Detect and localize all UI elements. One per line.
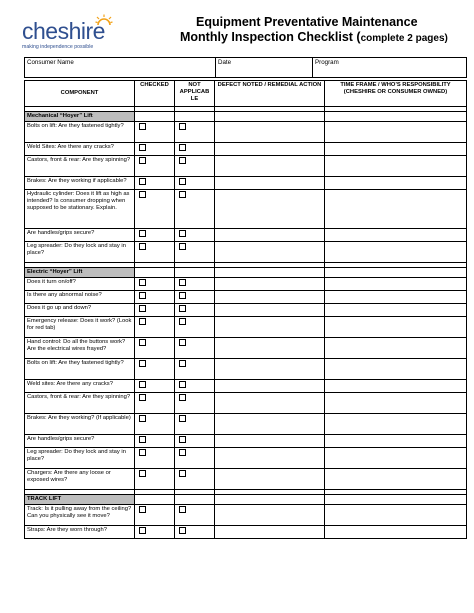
component-text: Castors, front & rear: Are they spinning? (25, 393, 135, 414)
not-applicable-checkbox[interactable] (179, 381, 186, 388)
component-text: Castors, front & rear: Are they spinning? (25, 156, 135, 177)
date-field[interactable] (216, 58, 313, 78)
not-applicable-checkbox[interactable] (179, 292, 186, 299)
component-text: Weld sites: Are there any cracks? (25, 380, 135, 393)
section-blank-cell (325, 495, 467, 505)
not-applicable-checkbox[interactable] (179, 318, 186, 325)
time-frame-cell[interactable] (325, 435, 467, 448)
checklist-row (25, 229, 467, 242)
component-text: Brakes: Are they working if applicable? (25, 177, 135, 190)
time-frame-cell[interactable] (325, 359, 467, 380)
checklist-row (25, 414, 467, 435)
checked-checkbox[interactable] (139, 527, 146, 534)
checked-cell (135, 448, 175, 469)
not-applicable-cell (175, 304, 215, 317)
not-applicable-checkbox[interactable] (179, 157, 186, 164)
not-applicable-checkbox[interactable] (179, 230, 186, 237)
defect-noted-cell[interactable] (215, 304, 325, 317)
section-blank-cell (175, 495, 215, 505)
defect-noted-cell[interactable] (215, 505, 325, 526)
section-title: TRACK LIFT (25, 495, 135, 505)
checked-checkbox[interactable] (139, 230, 146, 237)
checked-checkbox[interactable] (139, 360, 146, 367)
component-text: Brakes: Are they working? (If applicable) (25, 414, 135, 435)
section-blank-cell (215, 112, 325, 122)
checklist-row (25, 190, 467, 229)
date-label: Date (218, 59, 232, 66)
checked-checkbox[interactable] (139, 157, 146, 164)
defect-noted-cell[interactable] (215, 380, 325, 393)
logo-wordmark: cheshire (22, 18, 105, 44)
section-row (25, 495, 467, 505)
checked-cell (135, 177, 175, 190)
not-applicable-checkbox[interactable] (179, 470, 186, 477)
defect-noted-cell[interactable] (215, 317, 325, 338)
subtitle-note: complete 2 pages) (360, 33, 448, 44)
not-applicable-cell (175, 229, 215, 242)
checklist-row (25, 338, 467, 359)
checked-cell (135, 229, 175, 242)
checked-checkbox[interactable] (139, 415, 146, 422)
page-subtitle (180, 30, 448, 44)
time-frame-cell[interactable] (325, 505, 467, 526)
not-applicable-checkbox[interactable] (179, 191, 186, 198)
not-applicable-checkbox[interactable] (179, 415, 186, 422)
section-blank-cell (135, 495, 175, 505)
checked-checkbox[interactable] (139, 191, 146, 198)
defect-noted-cell[interactable] (215, 177, 325, 190)
checklist-row (25, 505, 467, 526)
checked-checkbox[interactable] (139, 144, 146, 151)
not-applicable-checkbox[interactable] (179, 339, 186, 346)
time-frame-cell[interactable] (325, 156, 467, 177)
component-text: Is there any abnormal noise? (25, 291, 135, 304)
time-frame-cell[interactable] (325, 526, 467, 539)
checked-checkbox[interactable] (139, 470, 146, 477)
not-applicable-cell (175, 380, 215, 393)
not-applicable-cell (175, 291, 215, 304)
checked-cell (135, 414, 175, 435)
component-text: Are handles/grips secure? (25, 229, 135, 242)
time-frame-cell[interactable] (325, 414, 467, 435)
section-blank-cell (175, 112, 215, 122)
checked-checkbox[interactable] (139, 123, 146, 130)
time-frame-cell[interactable] (325, 143, 467, 156)
not-applicable-checkbox[interactable] (179, 305, 186, 312)
checklist-row (25, 278, 467, 291)
component-text: Chargers: Are there any loose or exposed wires? (25, 469, 135, 490)
checklist-row (25, 526, 467, 539)
not-applicable-cell (175, 338, 215, 359)
not-applicable-checkbox[interactable] (179, 436, 186, 443)
page-title: Equipment Preventative Maintenance (196, 15, 418, 29)
checklist-row (25, 304, 467, 317)
not-applicable-checkbox[interactable] (179, 243, 186, 250)
time-frame-cell[interactable] (325, 278, 467, 291)
defect-noted-cell[interactable] (215, 143, 325, 156)
checked-checkbox[interactable] (139, 339, 146, 346)
component-text: Hand control: Do all the buttons work? Are the electrical wires frayed? (25, 338, 135, 359)
not-applicable-cell (175, 393, 215, 414)
section-blank-cell (135, 112, 175, 122)
checklist-row (25, 359, 467, 380)
not-applicable-cell (175, 177, 215, 190)
checked-cell (135, 278, 175, 291)
logo-tagline: making independence possible (22, 44, 94, 50)
not-applicable-cell (175, 414, 215, 435)
section-blank-cell (325, 268, 467, 278)
defect-noted-cell[interactable] (215, 338, 325, 359)
time-frame-cell[interactable] (325, 291, 467, 304)
time-frame-cell[interactable] (325, 304, 467, 317)
header-not-applicable: NOT APPLICAB LE (175, 81, 215, 107)
defect-noted-cell[interactable] (215, 469, 325, 490)
checked-checkbox[interactable] (139, 305, 146, 312)
not-applicable-cell (175, 156, 215, 177)
checked-cell (135, 143, 175, 156)
checklist-body (25, 107, 467, 539)
checked-checkbox[interactable] (139, 394, 146, 401)
checked-cell (135, 317, 175, 338)
defect-noted-cell[interactable] (215, 435, 325, 448)
defect-noted-cell[interactable] (215, 156, 325, 177)
section-row (25, 268, 467, 278)
not-applicable-cell (175, 143, 215, 156)
not-applicable-checkbox[interactable] (179, 394, 186, 401)
not-applicable-cell (175, 448, 215, 469)
checked-checkbox[interactable] (139, 243, 146, 250)
checked-cell (135, 122, 175, 143)
defect-noted-cell[interactable] (215, 278, 325, 291)
not-applicable-checkbox[interactable] (179, 360, 186, 367)
defect-noted-cell[interactable] (215, 393, 325, 414)
time-frame-cell[interactable] (325, 338, 467, 359)
time-frame-cell[interactable] (325, 242, 467, 263)
defect-noted-cell[interactable] (215, 291, 325, 304)
checklist-row (25, 242, 467, 263)
checklist-row (25, 380, 467, 393)
time-frame-cell[interactable] (325, 469, 467, 490)
not-applicable-cell (175, 359, 215, 380)
not-applicable-checkbox[interactable] (179, 123, 186, 130)
section-blank-cell (135, 268, 175, 278)
time-frame-cell[interactable] (325, 317, 467, 338)
not-applicable-checkbox[interactable] (179, 449, 186, 456)
section-blank-cell (175, 268, 215, 278)
component-text: Bolts on lift: Are they fastened tightly? (25, 122, 135, 143)
checked-cell (135, 393, 175, 414)
not-applicable-cell (175, 278, 215, 291)
checked-cell (135, 526, 175, 539)
not-applicable-cell (175, 526, 215, 539)
component-text: Weld Sites: Are there any cracks? (25, 143, 135, 156)
checked-cell (135, 435, 175, 448)
component-text: Emergency release: Does it work? (Look for red tab) (25, 317, 135, 338)
checklist-row (25, 177, 467, 190)
checked-cell (135, 291, 175, 304)
checked-checkbox[interactable] (139, 381, 146, 388)
checked-checkbox[interactable] (139, 318, 146, 325)
defect-noted-cell[interactable] (215, 190, 325, 229)
not-applicable-checkbox[interactable] (179, 144, 186, 151)
consumer-name-field[interactable] (25, 58, 216, 78)
component-text: Does it go up and down? (25, 304, 135, 317)
checklist-row (25, 469, 467, 490)
checklist-row (25, 393, 467, 414)
time-frame-cell[interactable] (325, 190, 467, 229)
component-text: Hydraulic cylinder: Does it lift as high as intended? Is consumer dropping when supposed to be stationary. Explain. (25, 190, 135, 229)
component-text: Straps: Are they worn through? (25, 526, 135, 539)
checked-checkbox[interactable] (139, 436, 146, 443)
checklist-row (25, 448, 467, 469)
component-text: Leg spreader: Do they lock and stay in place? (25, 448, 135, 469)
defect-noted-cell[interactable] (215, 448, 325, 469)
section-blank-cell (325, 112, 467, 122)
program-field[interactable] (313, 58, 467, 78)
checked-checkbox[interactable] (139, 449, 146, 456)
defect-noted-cell[interactable] (215, 526, 325, 539)
section-blank-cell (215, 495, 325, 505)
component-text: Are handles/grips secure? (25, 435, 135, 448)
checked-checkbox[interactable] (139, 178, 146, 185)
not-applicable-cell (175, 435, 215, 448)
component-text: Track: Is it pulling away from the ceiling? Can you physically see it move? (25, 505, 135, 526)
consumer-name-label: Consumer Name (27, 59, 74, 66)
checklist-row (25, 435, 467, 448)
subtitle-main: Monthly Inspection Checklist ( (180, 30, 361, 44)
checklist-row (25, 156, 467, 177)
component-text: Bolts on lift: Are they fastened tightly? (25, 359, 135, 380)
time-frame-cell[interactable] (325, 229, 467, 242)
not-applicable-checkbox[interactable] (179, 506, 186, 513)
time-frame-cell[interactable] (325, 177, 467, 190)
not-applicable-cell (175, 505, 215, 526)
checklist-table (24, 80, 467, 539)
program-label: Program (315, 59, 339, 66)
time-frame-cell[interactable] (325, 448, 467, 469)
time-frame-cell[interactable] (325, 380, 467, 393)
checklist-row (25, 122, 467, 143)
checked-cell (135, 156, 175, 177)
checked-cell (135, 505, 175, 526)
not-applicable-cell (175, 242, 215, 263)
not-applicable-cell (175, 317, 215, 338)
defect-noted-cell[interactable] (215, 414, 325, 435)
not-applicable-checkbox[interactable] (179, 279, 186, 286)
checked-cell (135, 304, 175, 317)
checked-cell (135, 242, 175, 263)
defect-noted-cell[interactable] (215, 359, 325, 380)
not-applicable-cell (175, 469, 215, 490)
not-applicable-cell (175, 122, 215, 143)
checked-cell (135, 359, 175, 380)
defect-noted-cell[interactable] (215, 242, 325, 263)
defect-noted-cell[interactable] (215, 122, 325, 143)
not-applicable-cell (175, 190, 215, 229)
checked-cell (135, 338, 175, 359)
section-title: Mechanical “Hoyer” Lift (25, 112, 135, 122)
section-blank-cell (215, 268, 325, 278)
checked-checkbox[interactable] (139, 279, 146, 286)
header-component: COMPONENT (25, 81, 135, 107)
component-text: Leg spreader: Do they lock and stay in place? (25, 242, 135, 263)
defect-noted-cell[interactable] (215, 229, 325, 242)
header-time-frame: TIME FRAME / WHO'S RESPONSIBILITY (CHESHIRE OR CONSUMER OWNED) (325, 81, 467, 107)
checked-checkbox[interactable] (139, 506, 146, 513)
checklist-row (25, 291, 467, 304)
checked-cell (135, 380, 175, 393)
not-applicable-checkbox[interactable] (179, 178, 186, 185)
section-row (25, 112, 467, 122)
checklist-row (25, 317, 467, 338)
time-frame-cell[interactable] (325, 122, 467, 143)
checked-cell (135, 469, 175, 490)
checklist-row (25, 143, 467, 156)
info-table (24, 57, 467, 78)
section-title: Electric “Hoyer” Lift (25, 268, 135, 278)
time-frame-cell[interactable] (325, 393, 467, 414)
header-defect: DEFECT NOTED / REMEDIAL ACTION (215, 81, 325, 107)
checked-checkbox[interactable] (139, 292, 146, 299)
component-text: Does it turn on/off? (25, 278, 135, 291)
header-checked: CHECKED (135, 81, 175, 107)
cheshire-logo (22, 14, 142, 54)
not-applicable-checkbox[interactable] (179, 527, 186, 534)
checked-cell (135, 190, 175, 229)
